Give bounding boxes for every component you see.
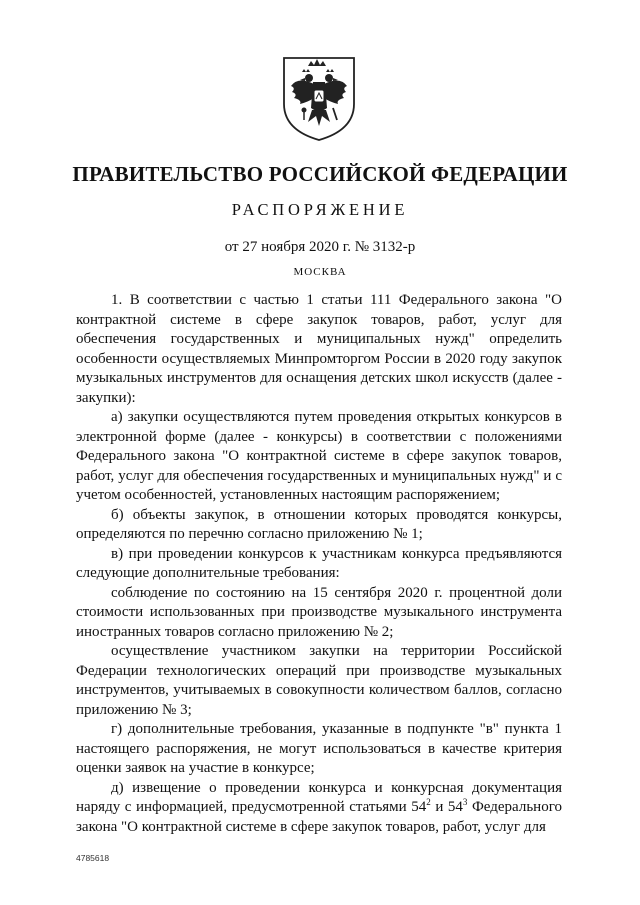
- paragraph-1e-text-b: и 54: [430, 799, 463, 815]
- document-code: 4785618: [76, 853, 110, 863]
- city-name: МОСКВА: [293, 266, 347, 278]
- paragraph-1d: г) дополнительные требования, указанные в подпункте "в" пункта 1 настоящего распоряжения, не могут использоваться в качестве критерия оценки заявок на участие в конкурсе;: [76, 721, 562, 776]
- date-and-number: от 27 ноября 2020 г. № 3132-р: [224, 239, 416, 255]
- paragraph-1e-text-c: Федерального закона "О контрактной системе в сфере закупок товаров, работ, услуг для: [76, 799, 562, 835]
- paragraph-1c: в) при проведении конкурсов к участникам конкурса предъявляются следующие дополнительные требования:: [76, 545, 562, 581]
- paragraph-1a: а) закупки осуществляются путем проведения открытых конкурсов в электронной форме (далее - конкурсы) в соответствии с положениями Федерального закона "О контрактной системе в сфере закупок товаров, работ, услуг для обеспечения государственных и муниципальных нужд" и с учетом особенностей, установленных настоящим распоряжением;: [76, 409, 562, 503]
- paragraph-1c-req-2: осуществление участником закупки на территории Российской Федерации технологических операций при производстве музыкальных инструментов, учитываемых в совокупности количеством баллов, согласно приложению № 3;: [76, 643, 562, 718]
- document-body: [76, 291, 562, 837]
- government-title: ПРАВИТЕЛЬСТВО РОССИЙСКОЙ ФЕДЕРАЦИИ: [72, 162, 568, 186]
- superscript-1: 2: [426, 797, 431, 807]
- document-type: РАСПОРЯЖЕНИЕ: [231, 200, 409, 219]
- paragraph-1b: б) объекты закупок, в отношении которых проводятся конкурсы, определяются по перечню согласно приложению № 1;: [76, 506, 562, 542]
- paragraph-1c-req-1: соблюдение по состоянию на 15 сентября 2020 г. процентной доли стоимости использованных при производстве музыкального инструмента иностранных товаров согласно приложению № 2;: [76, 584, 562, 640]
- superscript-2: 3: [462, 797, 468, 807]
- coat-of-arms-icon: [278, 52, 360, 142]
- paragraph-1e-text-a: д) извещение о проведении конкурса и конкурсная документация наряду с информацией, предусмотренной статьями 54: [76, 779, 562, 815]
- paragraph-1e: [76, 779, 562, 838]
- paragraph-1: 1. В соответствии с частью 1 статьи 111 Федерального закона "О контрактной системе в сфере закупок товаров, работ, услуг для обеспечения государственных и муниципальных нужд" определить особенности осуществляемых Минпромторгом России в 2020 году закупок музыкальных инструментов для оснащения детских школ искусств (далее - закупки):: [76, 292, 562, 406]
